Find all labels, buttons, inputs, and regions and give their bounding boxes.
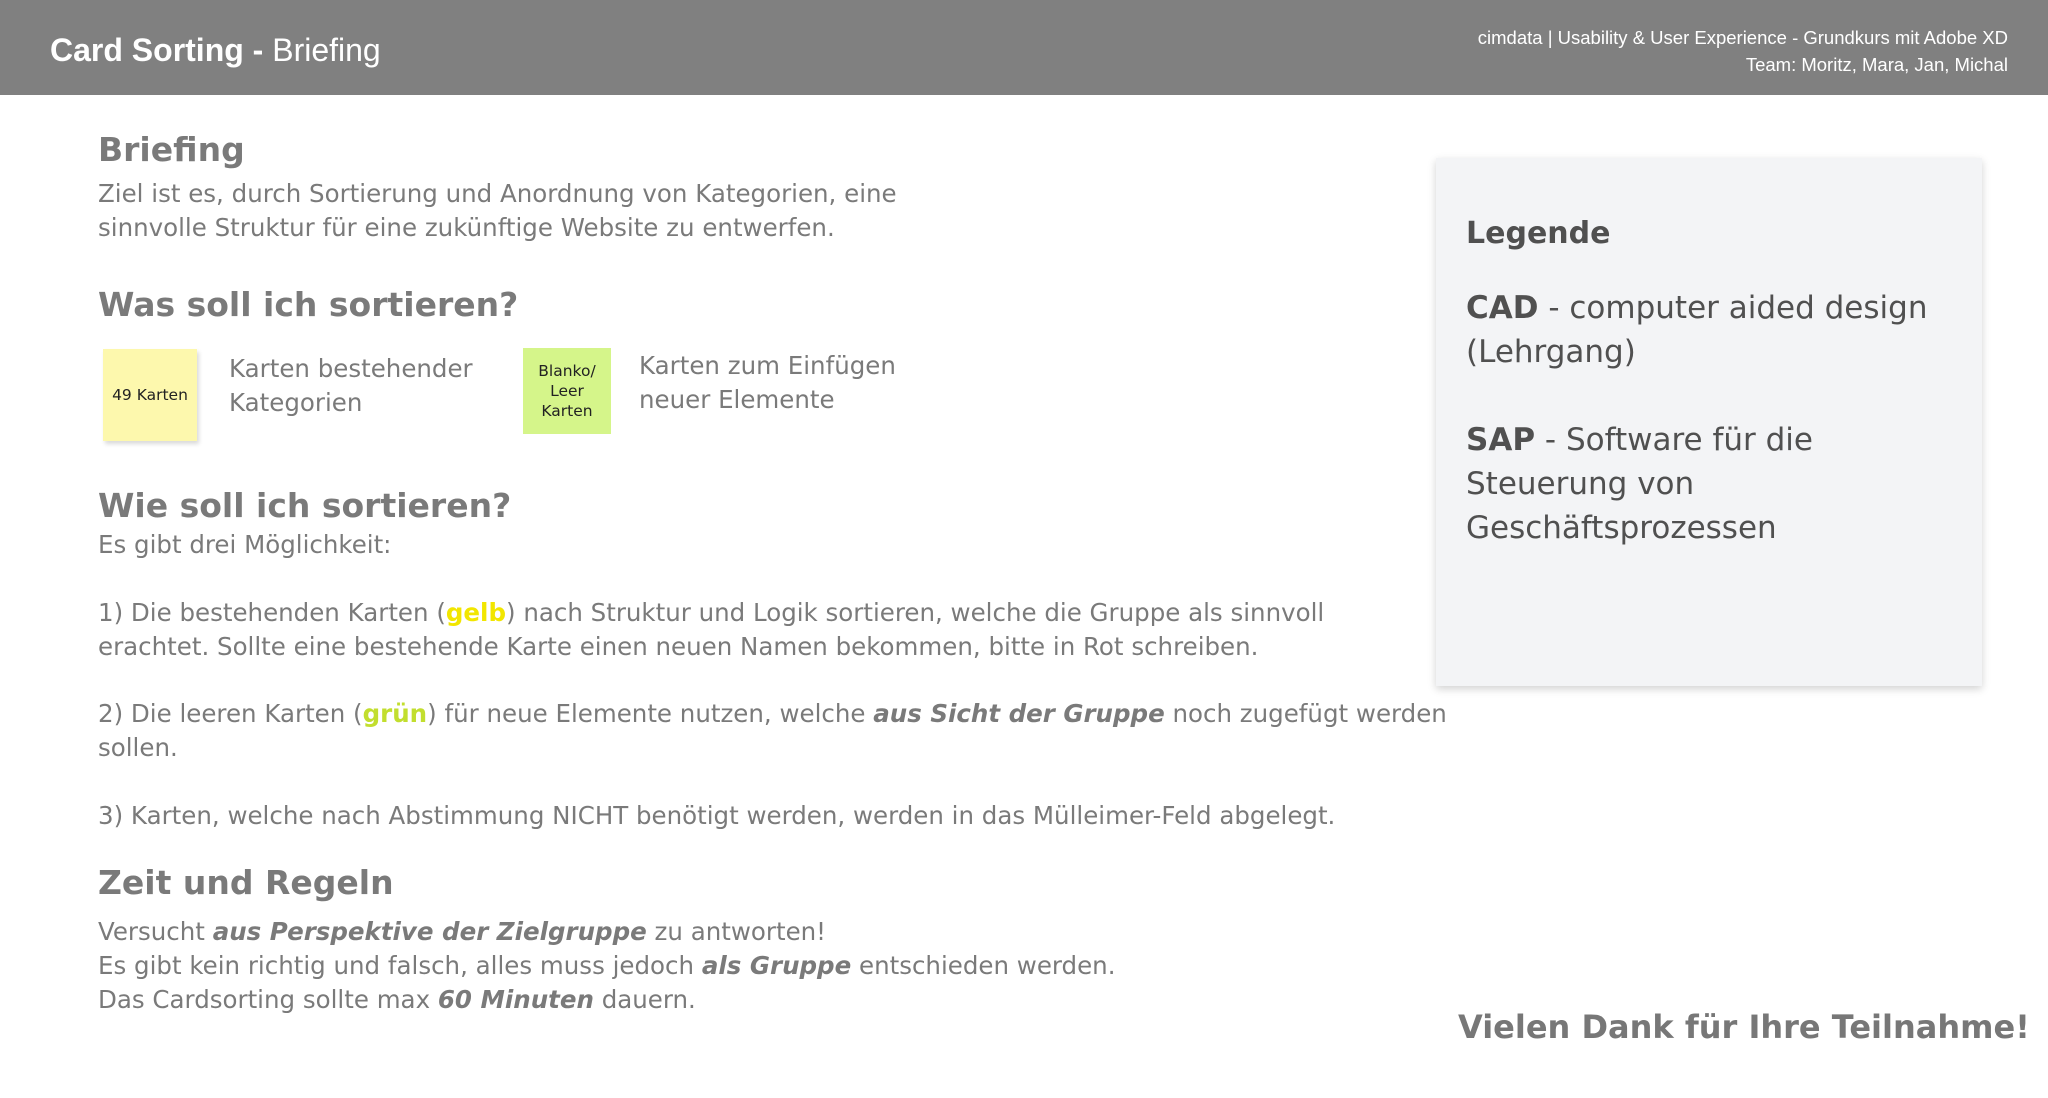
legend-def-cad: - computer aided design (Lehrgang) — [1466, 290, 1928, 370]
yellow-card-label: 49 Karten — [112, 386, 188, 404]
rules-line-2-a: Es gibt kein richtig und falsch, alles muss jedoch — [98, 951, 702, 980]
rules-line-1-emphasis: aus Perspektive der Zielgruppe — [212, 917, 647, 946]
how-item-1-a: 1) Die bestehenden Karten ( — [98, 598, 446, 627]
rules-line-2-b: entschieden werden. — [851, 951, 1116, 980]
legend-entry-sap — [1466, 418, 1966, 550]
rules-line-3 — [98, 983, 696, 1017]
how-item-2-b: ) für neue Elemente nutzen, welche — [427, 699, 874, 728]
legend-def-sap: - Software für die Steuerung von Geschäftsprozessen — [1466, 422, 1813, 546]
yellow-card-desc-2: Kategorien — [229, 388, 363, 417]
rules-line-3-a: Das Cardsorting sollte max — [98, 985, 438, 1014]
thank-you-message: Vielen Dank für Ihre Teilnahme! — [1458, 1008, 2030, 1046]
how-item-2-c: noch zugefügt werden — [1164, 699, 1447, 728]
rules-line-3-emphasis: 60 Minuten — [437, 985, 594, 1014]
title-bold: Card Sorting - — [50, 32, 264, 68]
how-item-2 — [98, 697, 1447, 731]
green-card-label-1: Blanko/ — [538, 362, 596, 380]
how-item-2-line-2: sollen. — [98, 733, 178, 762]
rules-heading: Zeit und Regeln — [98, 863, 394, 902]
green-card — [523, 348, 611, 434]
how-item-1-line-2: erachtet. Sollte eine bestehende Karte einen neuen Namen bekommen, bitte in Rot schreiben. — [98, 632, 1259, 661]
rules-line-1-a: Versucht — [98, 917, 213, 946]
legend-term-cad: CAD — [1466, 290, 1539, 326]
legend-entry-cad — [1466, 286, 1966, 374]
rules-line-3-b: dauern. — [593, 985, 696, 1014]
how-item-2-a: 2) Die leeren Karten ( — [98, 699, 363, 728]
rules-line-2-emphasis: als Gruppe — [701, 951, 852, 980]
how-item-2-emphasis: aus Sicht der Gruppe — [873, 699, 1165, 728]
how-item-1 — [98, 596, 1324, 630]
page-title — [50, 30, 381, 70]
title-normal: Briefing — [272, 32, 381, 68]
highlight-yellow: gelb — [445, 598, 506, 627]
what-heading: Was soll ich sortieren? — [98, 285, 519, 324]
legend-panel — [1436, 158, 1982, 686]
briefing-heading: Briefing — [98, 130, 245, 169]
briefing-line-1: Ziel ist es, durch Sortierung und Anordnung von Kategorien, eine — [98, 179, 897, 208]
legend-title: Legende — [1466, 216, 1611, 251]
green-card-desc-1: Karten zum Einfügen — [639, 351, 896, 380]
how-heading: Wie soll ich sortieren? — [98, 486, 512, 525]
header-meta — [1478, 24, 2008, 78]
green-card-desc-2: neuer Elemente — [639, 385, 835, 414]
rules-line-2 — [98, 949, 1115, 983]
how-item-3: 3) Karten, welche nach Abstimmung NICHT benötigt werden, werden in das Mülleimer-Feld abgelegt. — [98, 801, 1336, 830]
legend-term-sap: SAP — [1466, 422, 1536, 458]
how-intro: Es gibt drei Möglichkeit: — [98, 530, 392, 559]
green-card-label-2: Leer — [550, 382, 584, 400]
green-card-label-3: Karten — [541, 402, 593, 420]
course-info: cimdata | Usability & User Experience - Grundkurs mit Adobe XD — [1477, 27, 2008, 48]
yellow-card — [103, 349, 197, 441]
briefing-line-2: sinnvolle Struktur für eine zukünftige Website zu entwerfen. — [98, 213, 835, 242]
team-info: Team: Moritz, Mara, Jan, Michal — [1745, 54, 2008, 75]
how-item-1-b: ) nach Struktur und Logik sortieren, welche die Gruppe als sinnvoll — [505, 598, 1325, 627]
rules-line-1 — [98, 915, 826, 949]
header-bar — [0, 0, 2048, 95]
highlight-green: grün — [362, 699, 428, 728]
rules-line-1-b: zu antworten! — [646, 917, 826, 946]
yellow-card-desc-1: Karten bestehender — [229, 354, 473, 383]
